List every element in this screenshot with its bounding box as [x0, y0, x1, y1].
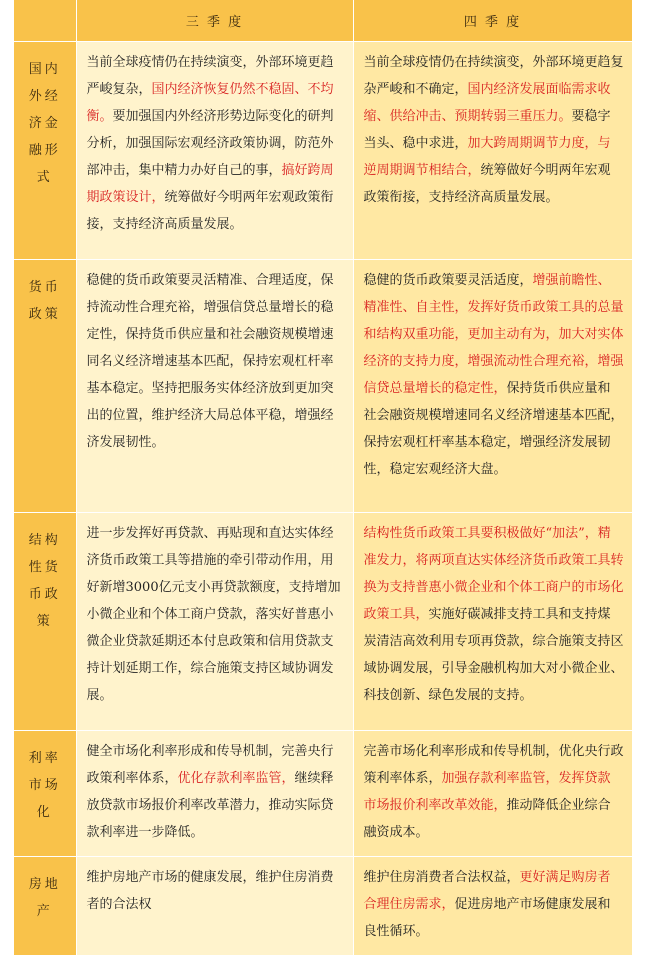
q4-segment: 统筹做好今明两年宏观政策衔接，支持经济高质量发展。 — [363, 163, 611, 205]
header-q4: 四 季 度 — [353, 0, 632, 42]
q4-cell — [353, 513, 632, 731]
row-label-real-estate: 房地产 — [14, 856, 76, 955]
table-row — [14, 42, 632, 260]
q3-segment: 当前全球疫情仍在持续演变，外部环境更趋严峻复杂， — [86, 55, 334, 97]
q3-segment: 统筹做好今明两年宏观政策衔接，支持经济高质量发展。 — [86, 190, 334, 232]
q4-segment: 完善市场化利率形成和传导机制，优化央行政策利率体系， — [363, 744, 624, 787]
q3-cell — [76, 513, 353, 731]
q3-highlight: 搞好跨周期政策设计， — [86, 163, 334, 205]
q4-segment: 促进房地产市场健康发展和良性循环。 — [363, 896, 611, 939]
q4-cell — [353, 42, 632, 260]
q3-cell — [76, 260, 353, 513]
q3-highlight: 优化存款利率监管， — [177, 771, 295, 787]
table-header-row — [14, 0, 632, 42]
table-row — [14, 731, 632, 856]
row-label-economic-situation: 国内外经济金融形式 — [14, 42, 76, 260]
q3-segment: 健全市场化利率形成和传导机制，完善央行政策利率体系， — [86, 744, 334, 787]
policy-comparison-table — [14, 0, 633, 956]
q4-highlight: 加大跨周期调节力度，与逆周期调节相结合， — [363, 136, 611, 178]
table-row — [14, 856, 632, 955]
q4-segment: 稳健的货币政策要灵活适度， — [363, 273, 533, 289]
header-corner-cell — [14, 0, 76, 42]
q3-segment: 继续释放贷款市场报价利率改革潜力，推动实际贷款利率进一步降低。 — [86, 771, 334, 841]
q4-cell — [353, 731, 632, 856]
q3-highlight: 国内经济恢复仍然不稳固、不均衡。 — [86, 82, 334, 124]
q3-segment: 维护房地产市场的健康发展，维护住房消费者的合法权 — [86, 869, 334, 912]
q3-segment: 进一步发挥好再贷款、再贴现和直达实体经济货币政策工具等措施的牵引带动作用，用好新增3000亿元支小再贷款额度，支持增加小微企业和个体工商户贷款，落实好普惠小微企业贷款延期还本付息政策和信用贷款支持计划延期工作，综合施策支持区域协调发展。 — [86, 526, 341, 704]
q4-highlight: 国内经济发展面临需求收缩、供给冲击、预期转弱三重压力。 — [363, 82, 611, 124]
q4-segment: 当前全球疫情仍在持续演变，外部环境更趋复杂严峻和不确定， — [363, 55, 624, 97]
q3-cell — [76, 856, 353, 955]
row-label-structural-policy: 结构性货币政策 — [14, 513, 76, 731]
row-label-monetary-policy: 货币政策 — [14, 260, 76, 513]
q3-segment: 稳健的货币政策要灵活精准、合理适度，保持流动性合理充裕，增强信贷总量增长的稳定性，保持货币供应量和社会融资规模增速同名义经济增速基本匹配，保持宏观杠杆率基本稳定。坚持把服务实体经济放到更加突出的位置，维护经济大局总体平稳，增强经济发展韧性。 — [86, 273, 334, 451]
q4-cell — [353, 260, 632, 513]
q4-highlight: 加强存款利率监管，发挥贷款市场报价利率改革效能， — [363, 771, 611, 814]
row-label-interest-rate: 利率市场化 — [14, 731, 76, 856]
header-q3: 三 季 度 — [76, 0, 353, 42]
q3-cell — [76, 42, 353, 260]
q4-segment: 实施好碳减排支持工具和支持煤炭清洁高效利用专项再贷款，综合施策支持区域协调发展，引导金融机构加大对小微企业、科技创新、绿色发展的支持。 — [363, 607, 624, 704]
q4-highlight: 结构性货币政策工具要积极做好“加法”，精准发力，将两项直达实体经济货币政策工具转换为支持普惠小微企业和个体工商户的市场化政策工具， — [363, 526, 624, 623]
q4-highlight: 更好满足购房者合理住房需求， — [363, 869, 611, 912]
q3-cell — [76, 731, 353, 856]
table-row — [14, 513, 632, 731]
q4-segment: 保持货币供应量和社会融资规模增速同名义经济增速基本匹配，保持宏观杠杆率基本稳定，增强经济发展韧性，稳定宏观经济大盘。 — [363, 381, 624, 478]
q3-segment: 要加强国内外经济形势边际变化的研判分析，加强国际宏观经济政策协调，防范外部冲击，集中精力办好自己的事， — [86, 109, 334, 178]
q4-cell — [353, 856, 632, 955]
table-row — [14, 260, 632, 513]
q4-segment: 维护住房消费者合法权益， — [363, 869, 520, 885]
q4-segment: 推动降低企业综合融资成本。 — [363, 798, 611, 841]
q4-highlight: 增强前瞻性、精准性、自主性，发挥好货币政策工具的总量和结构双重功能，更加主动有为，加大对实体经济的支持力度，增强流动性合理充裕，增强信贷总量增长的稳定性， — [363, 273, 624, 397]
q4-segment: 要稳字当头、稳中求进， — [363, 109, 611, 151]
